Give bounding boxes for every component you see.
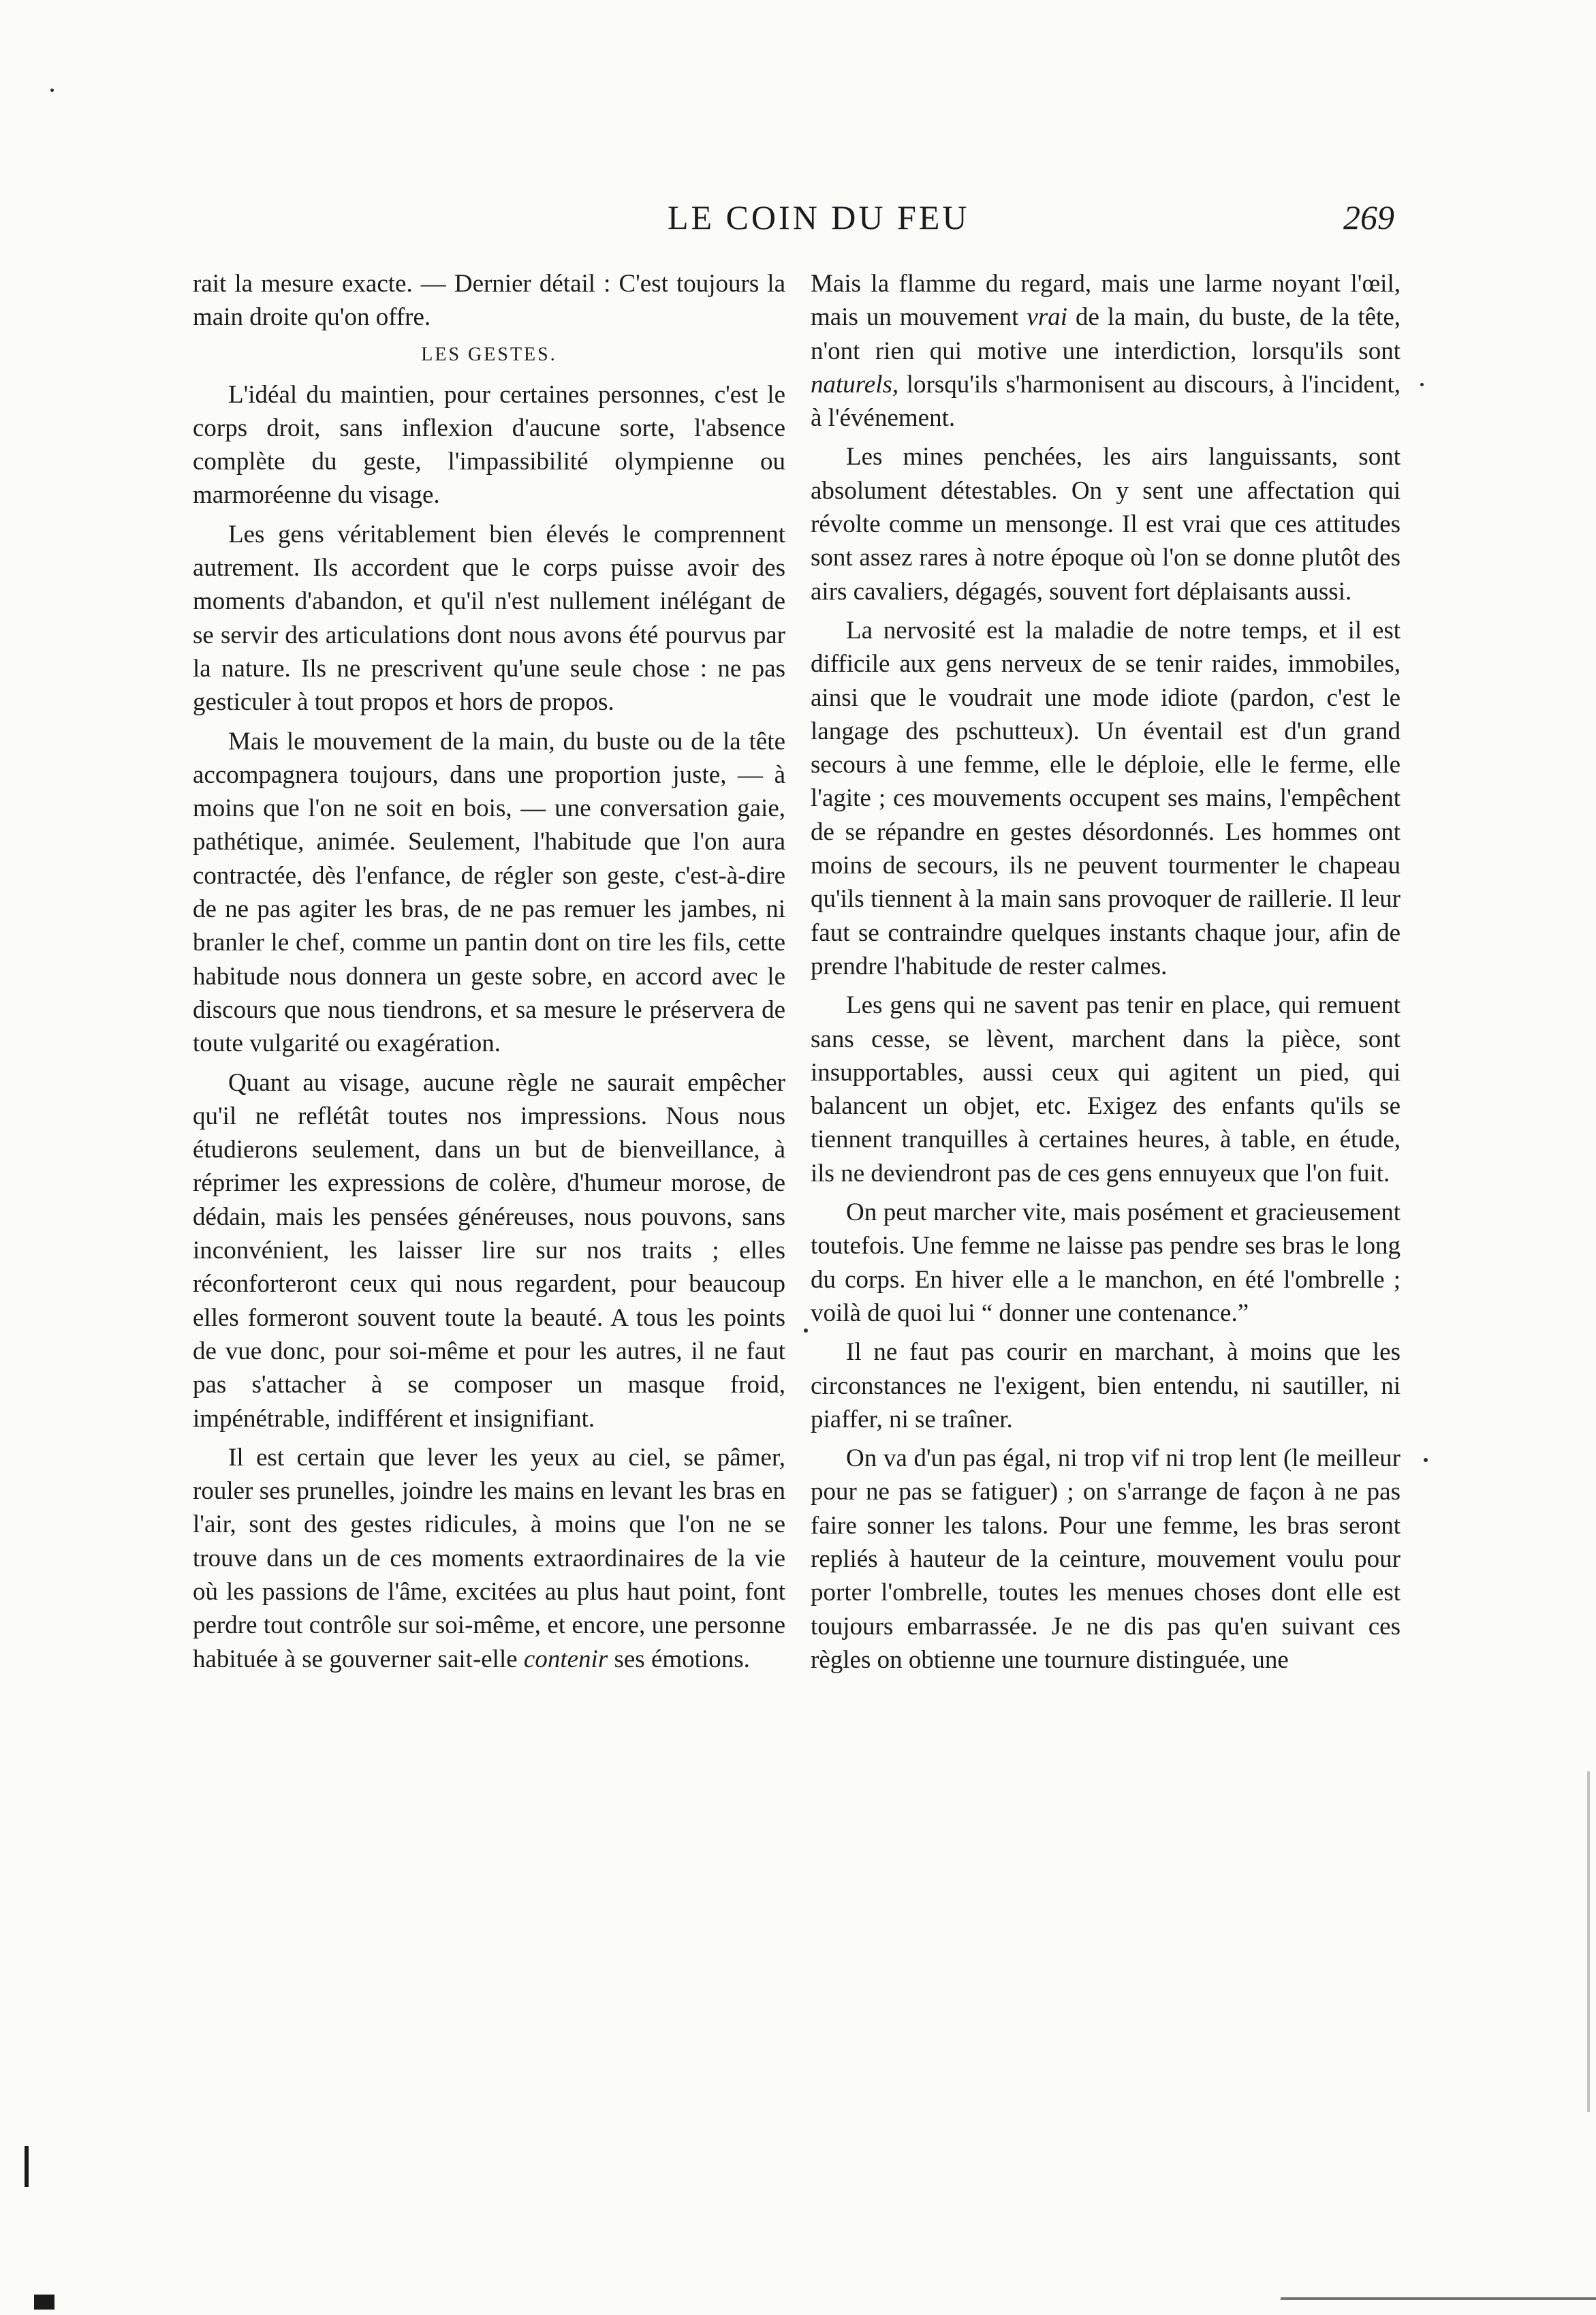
left-column (193, 267, 785, 1681)
text-run: de la main, du buste, de la tête, n'ont rien qui motive une interdiction, lorsqu'ils sont (811, 303, 1401, 365)
paragraph: Les gens véritablement bien élevés le comprennent autrement. Ils accordent que le corps puisse avoir des moments d'abandon, et qu'il n'est nullement inélégant de se servir des articulations dont nous avons été pourvus par la nature. Ils ne prescrivent qu'une seule chose : ne pas gesticuler à tout propos et hors de propos. (193, 520, 785, 717)
paragraph (811, 267, 1401, 435)
paragraph: Les gens qui ne savent pas tenir en place, qui remuent sans cesse, se lèvent, marchent dans la pièce, sont insupportables, aussi ceux qui agitent un pied, qui balancent un objet, etc. Exigez des enfants qu'ils se tiennent tranquilles à certaines heures, à table, en étude, ils ne deviendront pas de ces gens ennuyeux que l'on fuit. (811, 991, 1401, 1187)
text-run: ses émotions. (614, 1645, 750, 1673)
page-number: 269 (1343, 198, 1394, 236)
running-title: LE COIN DU FEU (668, 198, 970, 236)
text-run: lorsqu'ils s'harmonisent au discours, à l'incident, à l'événement. (811, 370, 1401, 433)
text-run: Mais la flamme du regard, mais une larme noyant l'œil, mais un mouvement (811, 270, 1401, 332)
scan-edge-mark (25, 2146, 29, 2187)
scan-edge-mark (1281, 2297, 1596, 2300)
scan-speck (50, 89, 54, 92)
scan-edge-mark (1587, 1771, 1590, 2112)
paragraph: Quant au visage, aucune règle ne saurait empêcher qu'il ne reflétât toutes nos impressions. Nous nous étudierons seulement, dans un but de bienveillance, à réprimer les expressions de colère, d'humeur morose, de dédain, mais les pensées généreuses, nous pouvons, sans inconvénient, les laisser lire sur nos traits ; elles réconforteront ceux qui nous regardent, pour beaucoup elles formeront souvent toute la beauté. A tous les points de vue donc, pour soi-même et pour les autres, il ne faut pas s'attacher à se composer un masque froid, impénétrable, indifférent et insignifiant. (193, 1068, 785, 1433)
scan-speck (804, 1329, 808, 1333)
section-heading: LES GESTES. (421, 343, 557, 365)
scan-speck (1424, 1458, 1428, 1462)
paragraph: On va d'un pas égal, ni trop vif ni trop lent (le meilleur pour ne pas se fatiguer) ; on s'arrange de façon à ne pas faire sonner les talons. Pour une femme, les bras seront repliés à hauteur de la ceinture, mouvement voulu pour porter l'ombrelle, toutes les menues choses dont elle est toujours embarrassée. Je ne dis pas qu'en suivant ces règles on obtienne une tournure distinguée, une (811, 1444, 1401, 1674)
scan-speck (1420, 383, 1424, 386)
paragraph: Mais le mouvement de la main, du buste ou de la tête accompagnera toujours, dans une proportion juste, — à moins que l'on ne soit en bois, — une conversation gaie, pathétique, animée. Seulement, l'habitude que l'on aura contractée, dès l'enfance, de régler son geste, c'est-à-dire de ne pas agiter les bras, de ne pas remuer les jambes, ni branler le chef, comme un pantin dont on tire les fils, cette habitude nous donnera un geste sobre, en accord avec le discours que nous tiendrons, et sa mesure le préservera de toute vulgarité ou exagération. (193, 727, 785, 1058)
paragraph (193, 1441, 785, 1676)
scan-edge-mark (34, 2295, 54, 2310)
running-head (0, 198, 1596, 245)
paragraph: La nervosité est la maladie de notre temps, et il est difficile aux gens nerveux de se tenir raides, immobiles, ainsi que le voudrait une mode idiote (pardon, c'est le langage des pschutteux). Un éventail est d'un grand secours à une femme, elle le déploie, elle le ferme, elle l'agite ; ces mouvements occupent ses mains, l'empêchent de se répandre en gestes désordonnés. Les hommes ont moins de secours, ils ne peuvent tourmenter le chapeau qu'ils tiennent à la main sans provoquer de raillerie. Il leur faut se contraindre quelques instants chaque jour, afin de prendre l'habitude de rester calmes. (811, 616, 1401, 980)
italic-word: vrai (1027, 303, 1067, 332)
right-column (811, 267, 1401, 1682)
paragraph: L'idéal du maintien, pour certaines personnes, c'est le corps droit, sans inflexion d'aucune sorte, l'absence complète du geste, l'impassibilité olympienne ou marmoréenne du visage. (193, 380, 785, 510)
paragraph: Les mines penchées, les airs languissants, sont absolument détestables. On y sent une affectation qui révolte comme un mensonge. Il est vrai que ces attitudes sont assez rares à notre époque où l'on se donne plutôt des airs cavaliers, dégagés, souvent fort déplaisants aussi. (811, 443, 1401, 606)
paragraph: On peut marcher vite, mais posément et gracieusement toutefois. Une femme ne laisse pas pendre ses bras le long du corps. En hiver elle a le manchon, en été l'ombrelle ; voilà de quoi lui “ donner une contenance.” (811, 1198, 1401, 1327)
paragraph: Il ne faut pas courir en marchant, à moins que les circonstances ne l'exigent, bien entendu, ni sautiller, ni piaffer, ni se traîner. (811, 1338, 1401, 1433)
italic-word: contenir (523, 1645, 608, 1673)
text-run: Il est certain que lever les yeux au ciel, se pâmer, rouler ses prunelles, joindre les mains en levant les bras en l'air, sont des gestes ridicules, à moins que l'on ne se trouve dans un de ces moments extraordinaires de la vie où les passions de l'âme, excitées au plus haut point, font perdre tout contrôle sur soi-même, et encore, une personne habituée à se gouverner sait-elle (193, 1443, 785, 1673)
italic-word: naturels, (811, 370, 899, 399)
continued-paragraph: rait la mesure exacte. — Dernier détail : C'est toujours la main droite qu'on offre. (193, 270, 785, 332)
